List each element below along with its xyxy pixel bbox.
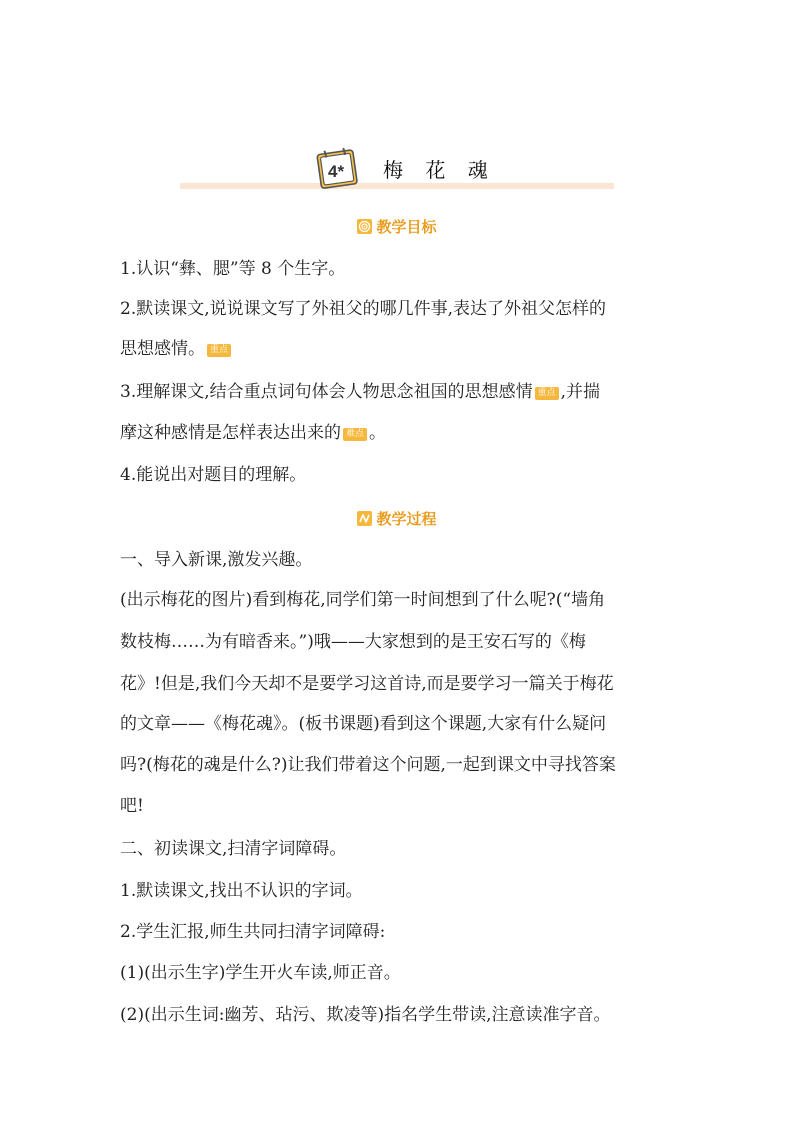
objective-item-1: 1.认识“彝、腮”等 8 个生字。: [120, 259, 346, 279]
key-point-badge: 重点: [535, 387, 559, 400]
process-heading-text: 教学过程: [376, 510, 437, 528]
process-heading: [0, 508, 794, 529]
process-line: 2.学生汇报,师生共同扫清字词障碍:: [120, 922, 386, 942]
process-line: (出示梅花的图片)看到梅花,同学们第一时间想到了什么呢?(“墙角: [120, 590, 606, 610]
title-underline-bar: [180, 183, 614, 189]
process-line: 吗?(梅花的魂是什么?)让我们带着这个问题,一起到课文中寻找答案: [120, 755, 616, 775]
objective-item-2-line1: 2.默读课文,说说课文写了外祖父的哪几件事,表达了外祖父怎样的: [120, 299, 607, 319]
objectives-heading: [0, 216, 794, 237]
objective-item-3-text-b: ,并揣: [560, 382, 601, 402]
process-line: (1)(出示生字)学生开火车读,师正音。: [120, 963, 401, 983]
key-point-badge: 重点: [207, 344, 231, 357]
process-icon: [357, 511, 372, 526]
process-line: 一、导入新课,激发兴趣。: [120, 550, 313, 570]
objective-item-2-text: 思想感情。: [120, 339, 205, 359]
objective-item-4: 4.能说出对题目的理解。: [120, 465, 307, 485]
process-line: 吧!: [120, 796, 144, 816]
process-line: 花》!但是,我们今天却不是要学习这首诗,而是要学习一篇关于梅花: [120, 674, 614, 694]
difficult-point-badge: 难点: [343, 428, 367, 441]
target-icon: [357, 219, 372, 234]
process-line: 数枝梅……为有暗香来。”)哦——大家想到的是王安石写的《梅: [120, 632, 586, 652]
objective-item-2-line2: [120, 334, 233, 359]
lesson-number: 4*: [328, 162, 345, 181]
process-line: (2)(出示生词:幽芳、玷污、欺凌等)指名学生带读,注意读准字音。: [120, 1005, 611, 1025]
process-line: 1.默读课文,找出不认识的字词。: [120, 881, 363, 901]
lesson-title: 梅 花 魂: [383, 158, 496, 182]
lesson-calendar-icon: [316, 146, 360, 190]
objective-item-3-text-c: 摩这种感情是怎样表达出来的: [120, 423, 341, 443]
objective-item-3-text-d: 。: [369, 423, 387, 443]
process-line: 的文章——《梅花魂》。(板书课题)看到这个课题,大家有什么疑问: [120, 714, 607, 734]
objective-item-3-line2: [120, 418, 386, 443]
objectives-heading-text: 教学目标: [376, 218, 437, 236]
objective-item-3-text-a: 3.理解课文,结合重点词句体会人物思念祖国的思想感情: [120, 382, 533, 402]
process-line: 二、初读课文,扫清字词障碍。: [120, 839, 347, 859]
objective-item-3-line1: [120, 377, 600, 402]
